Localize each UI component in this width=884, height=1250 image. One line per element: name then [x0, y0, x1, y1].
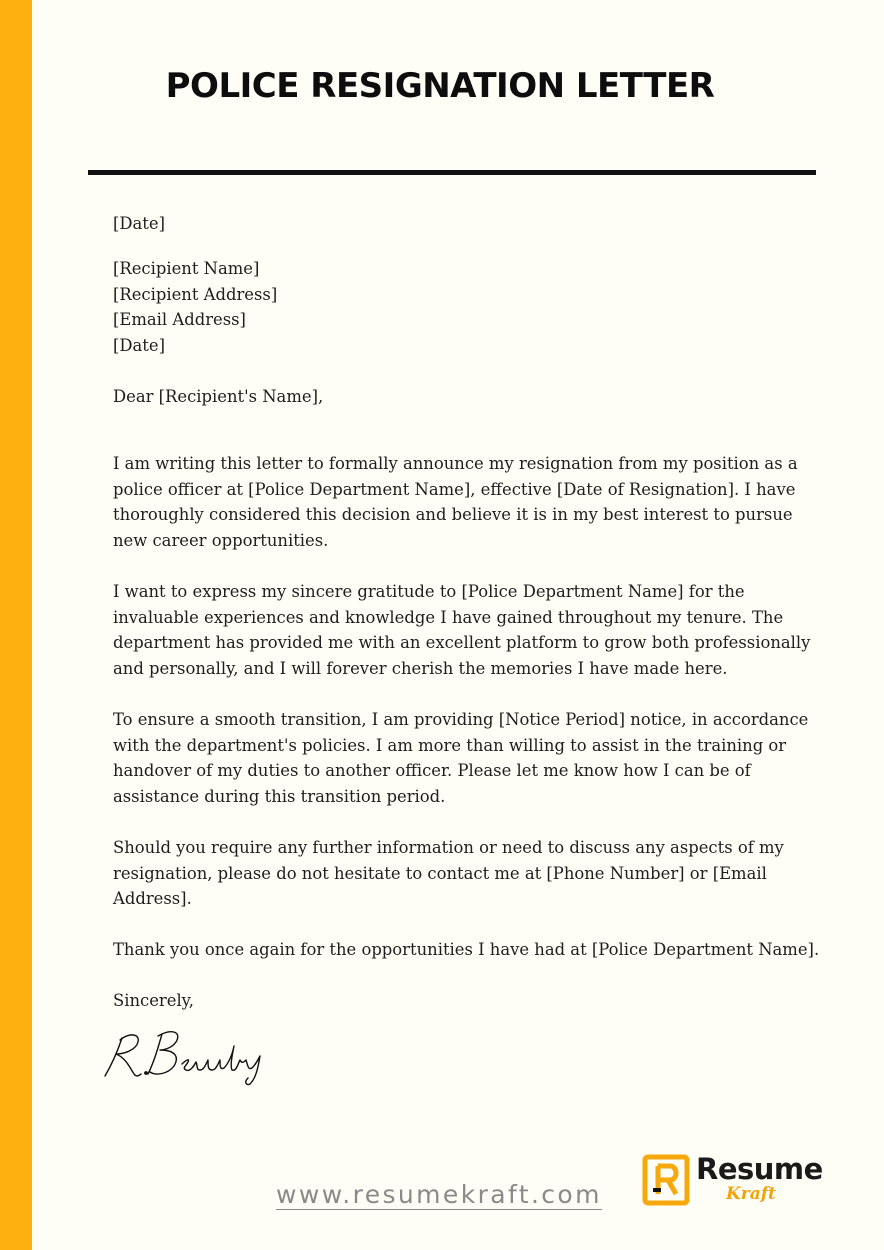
- paragraph-line: new career opportunities.: [113, 530, 329, 550]
- paragraph-line: I want to express my sincere gratitude to [Police Department Name] for the: [113, 582, 745, 601]
- logo-wordmark: Resume: [696, 1152, 823, 1186]
- accent-side-bar: [0, 0, 32, 1250]
- paragraph-line: with the department's policies. I am more than willing to assist in the training or: [113, 735, 787, 755]
- resumekraft-logo: [642, 1154, 842, 1210]
- paragraph-line: I am writing this letter to formally announce my resignation from my position as a: [113, 454, 798, 473]
- website-link[interactable]: www.resumekraft.com: [276, 1180, 602, 1209]
- letter-date: [Date]: [113, 214, 165, 233]
- paragraph-line: and personally, and I will forever cherish the memories I have made here.: [113, 658, 728, 678]
- paragraph-line: handover of my duties to another officer. Please let me know how I can be of: [113, 761, 751, 781]
- paragraph-line: Thank you once again for the opportunities I have had at [Police Department Name].: [113, 940, 820, 959]
- paragraph-line: Address].: [113, 889, 192, 909]
- recipient-line: [Recipient Name]: [113, 259, 260, 278]
- salutation: Dear [Recipient's Name],: [113, 387, 324, 406]
- recipient-line: [Recipient Address]: [113, 284, 278, 304]
- closing: Sincerely,: [113, 991, 194, 1010]
- paragraph-line: Should you require any further information or need to discuss any aspects of my: [113, 838, 784, 857]
- paragraph-line: thoroughly considered this decision and believe it is in my best interest to pursue: [113, 505, 793, 525]
- page-title: POLICE RESIGNATION LETTER: [165, 66, 715, 106]
- paragraph-line: assistance during this transition period.: [113, 786, 446, 806]
- paragraph-line: To ensure a smooth transition, I am providing [Notice Period] notice, in accordance: [113, 710, 809, 729]
- paragraph-line: resignation, please do not hesitate to contact me at [Phone Number] or [Email: [113, 863, 767, 883]
- logo-subtitle: Kraft: [726, 1184, 776, 1204]
- title-divider: [88, 170, 816, 175]
- handwritten-signature: [100, 1026, 270, 1086]
- recipient-line: [Date]: [113, 335, 165, 355]
- paragraph-line: invaluable experiences and knowledge I have gained throughout my tenure. The: [113, 607, 784, 627]
- recipient-line: [Email Address]: [113, 310, 246, 330]
- paragraph-line: police officer at [Police Department Name], effective [Date of Resignation]. I have: [113, 479, 796, 499]
- paragraph-line: department has provided me with an excellent platform to grow both professionally: [113, 633, 811, 653]
- resumekraft-logo-icon: [642, 1154, 690, 1206]
